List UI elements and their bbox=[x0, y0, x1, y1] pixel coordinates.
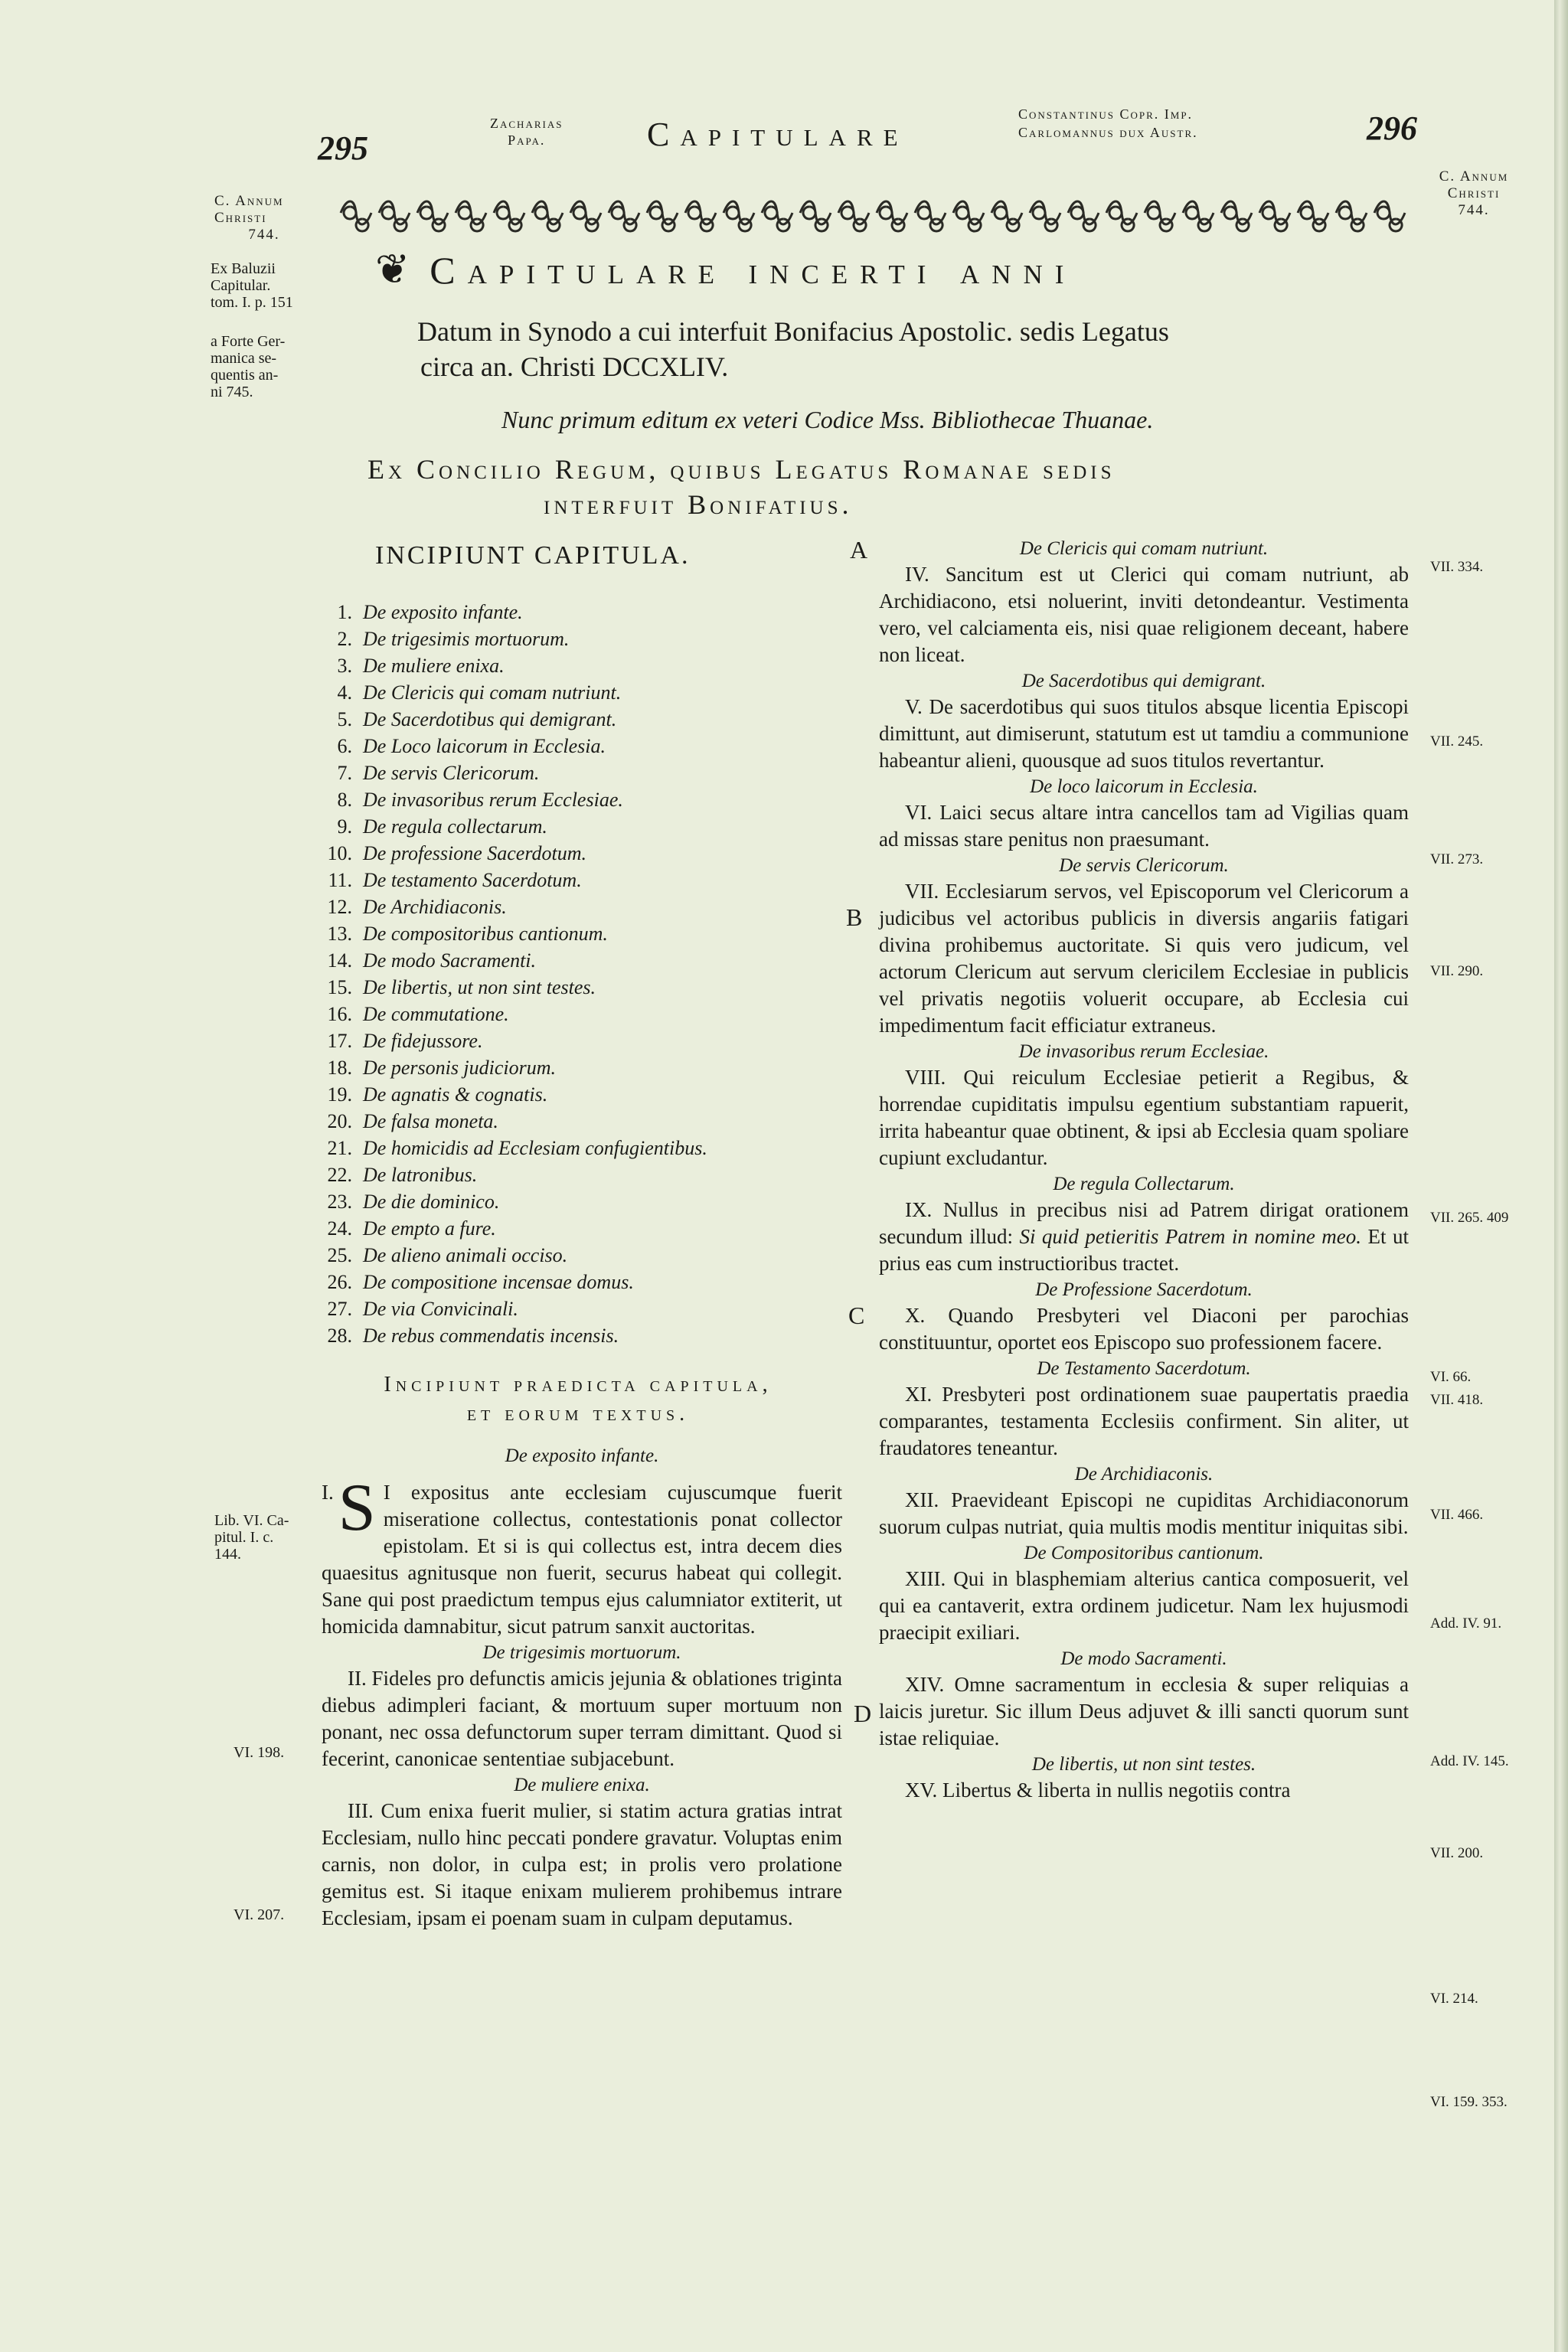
edition-note: Nunc primum editum ex veteri Codice Mss. Bibliothecae Thuanae. bbox=[501, 406, 1154, 433]
toc-item-title: De Loco laicorum in Ecclesia. bbox=[363, 735, 606, 757]
heading-v: De Sacerdotibus qui demigrant. bbox=[1021, 671, 1266, 691]
toc-item-title: De Clericis qui comam nutriunt. bbox=[363, 681, 622, 704]
table-of-contents bbox=[322, 601, 750, 1351]
toc-item-number: 24. bbox=[327, 1217, 352, 1240]
margin-ref-right: Add. IV. 91. bbox=[1430, 1615, 1502, 1632]
toc-item-number: 4. bbox=[337, 681, 352, 704]
footnote-a-line1: a Forte Ger- bbox=[211, 333, 286, 350]
year-note-left-line3: 744. bbox=[248, 227, 280, 243]
toc-item bbox=[322, 896, 750, 923]
ornament-scroll bbox=[915, 201, 946, 231]
ornament-scroll bbox=[838, 201, 869, 231]
toc-item bbox=[322, 1110, 750, 1137]
ornament-scroll bbox=[532, 201, 563, 231]
heading-xiii: De Compositoribus cantionum. bbox=[1024, 1543, 1264, 1563]
toc-item bbox=[322, 708, 750, 735]
margin-ref-right: VII. 466. bbox=[1430, 1507, 1484, 1523]
toc-item-title: De via Convicinali. bbox=[363, 1298, 518, 1320]
toc-item-title: De personis judiciorum. bbox=[363, 1057, 557, 1079]
praedicta-line2: et eorum textus. bbox=[466, 1402, 690, 1426]
toc-item bbox=[322, 1003, 750, 1030]
toc-item bbox=[322, 628, 750, 655]
ornament-scroll bbox=[1259, 201, 1290, 231]
chapter-vi: VI. Laici secus altare intra cancellos tam ad Vigilias quam ad missas stare penitus non praesumant. bbox=[879, 801, 1409, 851]
chapter-ii: II. Fideles pro defunctis amicis jejunia & oblationes triginta diebus adimpleri faciant, & mortuum super mortuum non ponant, nec ossa defunctorum super terram dimittant. Quod si fecerint, canonicae sententiae subjacebunt. bbox=[322, 1667, 842, 1770]
ornament-scroll bbox=[1183, 201, 1214, 231]
subtitle-line1: Datum in Synodo a cui interfuit Bonifacius Apostolic. sedis Legatus bbox=[417, 316, 1169, 347]
toc-item-title: De die dominico. bbox=[363, 1191, 500, 1213]
toc-item bbox=[322, 1057, 750, 1083]
toc-item bbox=[322, 1217, 750, 1244]
toc-item bbox=[322, 601, 750, 628]
heading-xi: De Testamento Sacerdotum. bbox=[1037, 1358, 1251, 1379]
heading-iii: De muliere enixa. bbox=[514, 1775, 650, 1795]
heading-ix: De regula Collectarum. bbox=[1053, 1174, 1235, 1194]
pope-name bbox=[490, 115, 563, 149]
toc-item-title: De servis Clericorum. bbox=[363, 762, 540, 784]
margin-ref-1-line2: pitul. I. c. bbox=[214, 1529, 274, 1546]
chapter-xv: XV. Libertus & liberta in nullis negotiis contra bbox=[905, 1779, 1291, 1802]
toc-item-title: De compositione incensae domus. bbox=[363, 1271, 634, 1293]
toc-item-number: 19. bbox=[327, 1083, 352, 1106]
section-letter-b: B bbox=[846, 903, 863, 931]
toc-item bbox=[322, 976, 750, 1003]
toc-item bbox=[322, 1083, 750, 1110]
ornament-scroll bbox=[1030, 201, 1060, 231]
chapter-v: V. De sacerdotibus qui suos titulos absque licentia Episcopi dimittunt, aut dimiserunt, statutum est ut tamdiu a communione habeantur alieni, quousque ad suos titulos revertantur. bbox=[879, 695, 1409, 772]
toc-item-number: 10. bbox=[327, 842, 352, 864]
toc-item bbox=[322, 842, 750, 869]
year-note-left-line1: C. Annum bbox=[214, 193, 284, 209]
toc-item-number: 17. bbox=[327, 1030, 352, 1052]
toc-item-number: 23. bbox=[327, 1191, 352, 1213]
source-note bbox=[211, 260, 318, 311]
margin-ref-right: VI. 66. bbox=[1430, 1369, 1472, 1385]
toc-item-title: De commutatione. bbox=[363, 1003, 509, 1025]
heading-iv: De Clericis qui comam nutriunt. bbox=[1019, 538, 1269, 559]
toc-item-number: 16. bbox=[327, 1003, 352, 1025]
ornament-scroll bbox=[1106, 201, 1137, 231]
ornament-scroll bbox=[762, 201, 792, 231]
pope-line1: Zacharias bbox=[490, 116, 564, 131]
ornament-scroll bbox=[1298, 201, 1328, 231]
toc-item bbox=[322, 949, 750, 976]
chapter-i-text: I expositus ante ecclesiam cujuscumque fuerit miseratione collectus, contestationis ponat collector epistolam. Et si is qui collectus est, intra decem dies quaesitus agnitusque non fuerit, securus habeat qui collegit. Sane qui post praedictum tempus ejus calumniator extiterit, ut homicida damnabitur, sicut patrum sanxit auctoritas. bbox=[322, 1481, 842, 1638]
toc-item-number: 22. bbox=[327, 1164, 352, 1186]
toc-heading: INCIPIUNT CAPITULA. bbox=[375, 541, 691, 570]
ornament-scroll bbox=[1336, 201, 1367, 231]
right-column bbox=[879, 536, 1409, 1804]
ruler-line1: Constantinus Copr. Imp. bbox=[1018, 106, 1194, 122]
fleuron-icon: ❦ bbox=[375, 247, 423, 292]
heading-vi: De loco laicorum in Ecclesia. bbox=[1030, 776, 1258, 797]
source-note-line3: tom. I. p. 151 bbox=[211, 294, 293, 311]
margin-ref-right: VII. 273. bbox=[1430, 851, 1484, 867]
ornament-scroll bbox=[953, 201, 984, 231]
toc-item-title: De fidejussore. bbox=[363, 1030, 483, 1052]
toc-item-title: De modo Sacramenti. bbox=[363, 949, 537, 972]
toc-item-number: 15. bbox=[327, 976, 352, 998]
ornament-scroll bbox=[800, 201, 831, 231]
toc-item bbox=[322, 1271, 750, 1298]
toc-item bbox=[322, 681, 750, 708]
toc-item bbox=[322, 789, 750, 815]
margin-ref-1-line1: Lib. VI. Ca- bbox=[214, 1512, 289, 1529]
ornament-scroll bbox=[570, 201, 601, 231]
heading-i: De exposito infante. bbox=[505, 1446, 659, 1466]
chapter-ix-text-c: Et ut prius eas cum instructioribus tractet. bbox=[879, 1225, 1410, 1275]
margin-ref-right: VII. 418. bbox=[1430, 1392, 1484, 1408]
ornament-scroll bbox=[877, 201, 907, 231]
ornament-scroll bbox=[1068, 201, 1099, 231]
toc-item-number: 5. bbox=[337, 708, 352, 730]
toc-item bbox=[322, 1137, 750, 1164]
ornament-scroll bbox=[647, 201, 678, 231]
toc-item-title: De empto a fure. bbox=[363, 1217, 496, 1240]
heading-ii: De trigesimis mortuorum. bbox=[482, 1642, 681, 1663]
year-note-left-line2: Christi bbox=[214, 210, 267, 226]
toc-item-title: De invasoribus rerum Ecclesiae. bbox=[363, 789, 623, 811]
praedicta-line1: Incipiunt praedicta capitula, bbox=[384, 1373, 773, 1396]
toc-item-number: 28. bbox=[327, 1325, 352, 1347]
margin-ref-1 bbox=[214, 1512, 314, 1563]
toc-item-title: De alieno animali occiso. bbox=[363, 1244, 568, 1266]
toc-item-number: 20. bbox=[327, 1110, 352, 1132]
toc-item-number: 26. bbox=[327, 1271, 352, 1293]
year-note-right-line2: Christi bbox=[1447, 185, 1501, 201]
toc-item-number: 6. bbox=[337, 735, 352, 757]
chapter-iii: III. Cum enixa fuerit mulier, si statim actura gratias intrat Ecclesiam, nullo hinc peccati pondere gravatur. Voluptas enim carnis, non dolor, in culpa est; in prolis vero prolatione gemitus est. Si itaque enixam mulierem prohibemus intrare Ecclesiam, ipsam ei poenam suam in culpam deputamus. bbox=[322, 1799, 842, 1929]
year-note-right-line3: 744. bbox=[1458, 202, 1490, 218]
council-heading bbox=[368, 452, 1116, 522]
year-note-right bbox=[1424, 168, 1524, 219]
chapter-xiii: XIII. Qui in blasphemiam alterius cantica composuerit, vel qui ea cantaverit, extra ordinem judicetur. Nam lex hujusmodi praecipit exiliari. bbox=[879, 1567, 1409, 1644]
toc-item bbox=[322, 815, 750, 842]
toc-item-title: De muliere enixa. bbox=[363, 655, 505, 677]
toc-item-number: 13. bbox=[327, 923, 352, 945]
page-number-right: 296 bbox=[1367, 109, 1417, 147]
margin-ref-right: VII. 265. 409 bbox=[1430, 1210, 1509, 1226]
heading-x: De Professione Sacerdotum. bbox=[1035, 1279, 1253, 1300]
toc-item-title: De compositoribus cantionum. bbox=[363, 923, 608, 945]
toc-item bbox=[322, 1191, 750, 1217]
margin-ref-right: VII. 290. bbox=[1430, 963, 1484, 979]
toc-item-title: De exposito infante. bbox=[363, 601, 523, 623]
toc-item-number: 25. bbox=[327, 1244, 352, 1266]
page-number-left: 295 bbox=[318, 129, 368, 167]
heading-viii: De invasoribus rerum Ecclesiae. bbox=[1018, 1041, 1269, 1062]
council-line2: interfuit Bonifatius. bbox=[544, 489, 853, 520]
year-note-right-line1: C. Annum bbox=[1439, 168, 1509, 185]
pope-line2: Papa. bbox=[508, 132, 546, 148]
footnote-a-line4: ni 745. bbox=[211, 384, 253, 400]
margin-ref-3: VI. 207. bbox=[234, 1906, 285, 1923]
praedicta-heading bbox=[318, 1370, 838, 1429]
running-title: Capitulare bbox=[647, 116, 909, 153]
chapter-i bbox=[322, 1471, 842, 1640]
margin-ref-right: Add. IV. 145. bbox=[1430, 1753, 1509, 1769]
toc-item-number: 21. bbox=[327, 1137, 352, 1159]
ornament-scroll bbox=[1145, 201, 1175, 231]
toc-item-number: 1. bbox=[337, 601, 352, 623]
toc-item-title: De testamento Sacerdotum. bbox=[363, 869, 582, 891]
toc-item-number: 2. bbox=[337, 628, 352, 650]
source-note-line1: Ex Baluzii bbox=[211, 260, 276, 277]
ruler-names bbox=[1018, 105, 1198, 142]
toc-item bbox=[322, 1325, 750, 1351]
ornament-scroll bbox=[379, 201, 410, 231]
chapter-xii: XII. Praevideant Episcopi ne cupiditas Archidiaconorum suorum culpas nutriat, quia multis modis mentitur iniquitas sibi. bbox=[879, 1488, 1409, 1538]
chapter-x: X. Quando Presbyteri vel Diaconi per parochias constituuntur, oportet eos Episcopo suo professionem facere. bbox=[879, 1304, 1409, 1354]
chapter-i-number: I. bbox=[322, 1481, 334, 1504]
source-note-line2: Capitular. bbox=[211, 277, 271, 294]
page-edge bbox=[1554, 0, 1568, 2352]
toc-item-title: De regula collectarum. bbox=[363, 815, 547, 838]
footnote-a-line2: manica se- bbox=[211, 350, 277, 367]
title-subtitle bbox=[417, 314, 1382, 384]
heading-xv: De libertis, ut non sint testes. bbox=[1031, 1754, 1256, 1775]
margin-ref-right: VII. 334. bbox=[1430, 559, 1484, 575]
ornamental-band bbox=[337, 190, 1409, 236]
toc-item-title: De libertis, ut non sint testes. bbox=[363, 976, 596, 998]
heading-xii: De Archidiaconis. bbox=[1074, 1464, 1214, 1485]
toc-item-number: 8. bbox=[337, 789, 352, 811]
toc-item-title: De falsa moneta. bbox=[363, 1110, 498, 1132]
capitulare-title bbox=[375, 245, 1076, 293]
subtitle-line2: circa an. Christi DCCXLIV. bbox=[420, 351, 729, 382]
section-letter-d: D bbox=[854, 1700, 872, 1727]
ornament-scroll bbox=[1374, 201, 1405, 231]
toc-item bbox=[322, 1298, 750, 1325]
section-letter-a: A bbox=[850, 536, 868, 564]
year-note-left bbox=[214, 193, 314, 243]
toc-item bbox=[322, 655, 750, 681]
margin-ref-right: VI. 214. bbox=[1430, 1991, 1478, 2007]
toc-item-title: De Sacerdotibus qui demigrant. bbox=[363, 708, 617, 730]
margin-ref-right: VII. 245. bbox=[1430, 733, 1484, 750]
ornament-scroll bbox=[724, 201, 754, 231]
footnote-a bbox=[211, 333, 318, 400]
margin-ref-right: VII. 200. bbox=[1430, 1845, 1484, 1861]
toc-item-title: De rebus commendatis incensis. bbox=[363, 1325, 619, 1347]
heading-xiv: De modo Sacramenti. bbox=[1060, 1648, 1227, 1669]
chapter-xi: XI. Presbyteri post ordinationem suae paupertatis praedia comparantes, testamenta Ecclesiis confirment. Sin aliter, ut fraudatores teneantur. bbox=[879, 1383, 1409, 1459]
toc-item-title: De professione Sacerdotum. bbox=[363, 842, 586, 864]
chapter-xiv: XIV. Omne sacramentum in ecclesia & super reliquias a laicis juretur. Sic illum Deus adjuvet & illi sancti quorum sunt istae reliquiae. bbox=[879, 1673, 1409, 1749]
ruler-line2: Carlomannus dux Austr. bbox=[1018, 125, 1198, 140]
toc-item bbox=[322, 1164, 750, 1191]
toc-item-number: 18. bbox=[327, 1057, 352, 1079]
toc-item-title: De trigesimis mortuorum. bbox=[363, 628, 570, 650]
ornament-scroll bbox=[1221, 201, 1252, 231]
toc-item-title: De agnatis & cognatis. bbox=[363, 1083, 548, 1106]
toc-item bbox=[322, 762, 750, 789]
chapter-ix-quote: Si quid petieritis Patrem in nomine meo. bbox=[1019, 1225, 1362, 1248]
footnote-a-line3: quentis an- bbox=[211, 367, 279, 384]
capitulare-title-text: Capitulare incerti anni bbox=[430, 249, 1076, 292]
toc-item-number: 3. bbox=[337, 655, 352, 677]
toc-item bbox=[322, 869, 750, 896]
chapter-ix bbox=[879, 1197, 1409, 1277]
margin-ref-2: VI. 198. bbox=[234, 1744, 285, 1761]
ornament-scroll bbox=[456, 201, 486, 231]
margin-ref-1-line3: 144. bbox=[214, 1546, 241, 1563]
ornament-scroll bbox=[417, 201, 448, 231]
left-column bbox=[322, 1443, 842, 1932]
toc-item-number: 11. bbox=[328, 869, 352, 891]
ornament-scroll bbox=[341, 201, 371, 231]
chapter-iv: IV. Sancitum est ut Clerici qui comam nutriunt, ab Archidiacono, etsi noluerint, inviti detondeantur. Vestimenta vero, vel calciamenta eis, nisi quae religionem deceant, habere non liceat. bbox=[879, 563, 1409, 666]
toc-item bbox=[322, 1030, 750, 1057]
chapter-ix-text-a: IX. Nullus in precibus nisi ad Patrem dirigat orationem secundum illud: bbox=[879, 1198, 1409, 1248]
toc-item bbox=[322, 735, 750, 762]
toc-item-number: 14. bbox=[327, 949, 352, 972]
section-letter-c: C bbox=[848, 1302, 865, 1329]
toc-item bbox=[322, 1244, 750, 1271]
toc-item-title: De latronibus. bbox=[363, 1164, 478, 1186]
heading-vii: De servis Clericorum. bbox=[1059, 855, 1229, 876]
toc-item-title: De homicidis ad Ecclesiam confugientibus. bbox=[363, 1137, 707, 1159]
toc-item-number: 27. bbox=[327, 1298, 352, 1320]
council-line1: Ex Concilio Regum, quibus Legatus Romanae sedis bbox=[368, 454, 1116, 485]
ornament-scroll bbox=[991, 201, 1022, 231]
toc-item-number: 7. bbox=[337, 762, 352, 784]
chapter-viii: VIII. Qui reiculum Ecclesiae petierit a Regibus, & horrendae cupiditatis impulsu egentium substantiam rapuerit, irrita habeantur quae obtinent, & ipsi ab Ecclesia quam spoliare cupiunt excludantur. bbox=[879, 1066, 1409, 1169]
margin-ref-right: VI. 159. 353. bbox=[1430, 2094, 1508, 2110]
ornament-scroll bbox=[685, 201, 716, 231]
chapter-vii: VII. Ecclesiarum servos, vel Episcoporum vel Clericorum a judicibus vel actoribus publicis in diversis angariis fatigari divina prohibemus auctoritate. Si quis vero judicum, vel actorum Clericum aut servum clericilem Ecclesiae in publicis vel privatis negotiis voluerit occupare, ab Ecclesia cui impedimentum facit efficiatur extraneus. bbox=[879, 880, 1409, 1037]
drop-cap: S bbox=[338, 1471, 376, 1545]
toc-item bbox=[322, 923, 750, 949]
ornament-scroll bbox=[494, 201, 524, 231]
toc-item-number: 12. bbox=[327, 896, 352, 918]
ornament-scroll bbox=[609, 201, 639, 231]
toc-item-number: 9. bbox=[337, 815, 352, 838]
toc-item-title: De Archidiaconis. bbox=[363, 896, 507, 918]
